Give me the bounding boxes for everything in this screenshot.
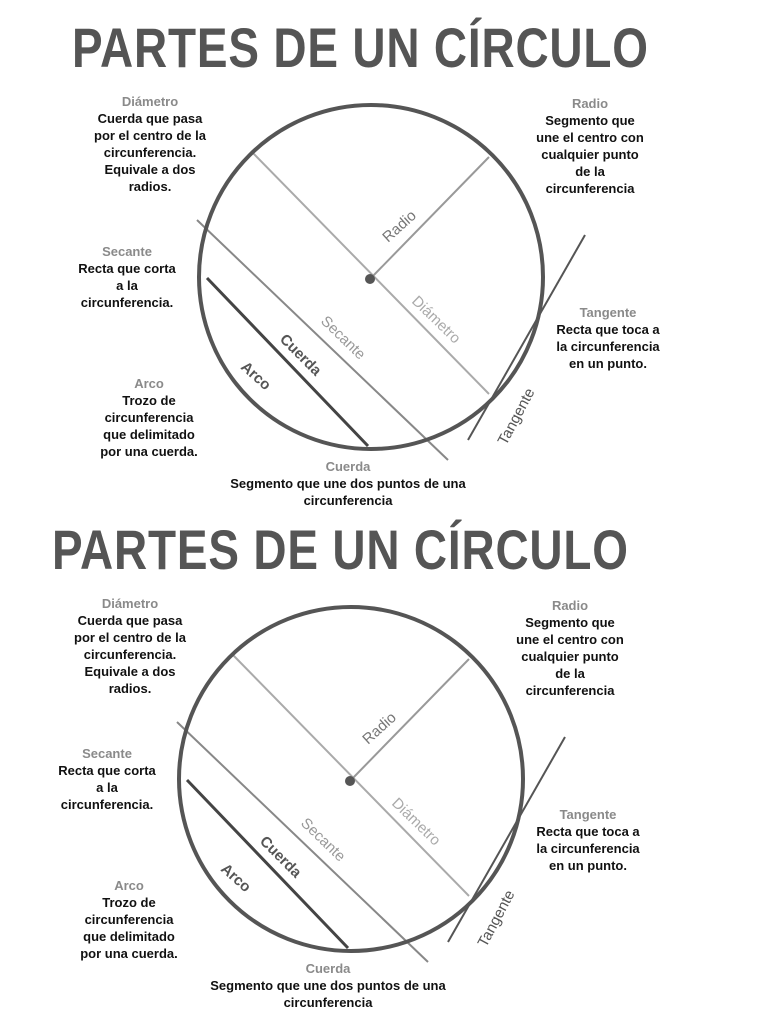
tangente-diagram-label: Tangente — [494, 385, 539, 448]
radio-line — [371, 157, 489, 278]
diametro-heading: Diámetro — [101, 596, 159, 611]
radio-diagram-label: Radio — [359, 709, 400, 748]
center-point — [365, 274, 375, 284]
arco-description: Trozo de circunferencia que delimitado por una cuerda. — [100, 393, 198, 459]
tangente-note — [510, 806, 666, 874]
secante-diagram-label: Secante — [297, 814, 349, 866]
radio-diagram-label: Radio — [379, 207, 420, 246]
cuerda-line — [207, 278, 368, 446]
arco-heading: Arco — [134, 376, 164, 391]
diametro-line — [233, 655, 469, 896]
radio-heading: Radio — [551, 598, 589, 613]
tangente-description: Recta que toca a la circunferencia en un punto. — [556, 322, 660, 371]
radio-line — [351, 659, 469, 780]
secante-note — [52, 243, 202, 311]
cuerda-description: Segmento que une dos puntos de una circunferencia — [210, 978, 446, 1010]
page-title: PARTES DE UN CÍRCULO — [52, 518, 629, 581]
cuerda-description: Segmento que une dos puntos de una circunferencia — [230, 476, 466, 508]
diametro-note — [70, 93, 230, 195]
diametro-diagram-label: Diámetro — [388, 794, 444, 850]
secante-line — [197, 220, 448, 460]
diametro-line — [253, 153, 489, 394]
cuerda-note — [170, 960, 486, 1011]
diametro-heading: Diámetro — [121, 94, 179, 109]
tangente-heading: Tangente — [559, 807, 617, 822]
diametro-diagram-label: Diámetro — [408, 292, 464, 348]
secante-description: Recta que corta a la circunferencia. — [78, 261, 176, 310]
radio-heading: Radio — [571, 96, 609, 111]
tangente-description: Recta que toca a la circunferencia en un punto. — [536, 824, 640, 873]
tangente-note — [530, 304, 686, 372]
cuerda-diagram-label: Cuerda — [256, 832, 305, 882]
diametro-description: Cuerda que pasa por el centro de la circunferencia. Equivale a dos radios. — [74, 613, 186, 696]
diametro-note — [50, 595, 210, 697]
radio-description: Segmento que une el centro con cualquier punto de la circunferencia — [536, 113, 644, 196]
page-title: PARTES DE UN CÍRCULO — [72, 16, 649, 79]
diametro-description: Cuerda que pasa por el centro de la circunferencia. Equivale a dos radios. — [94, 111, 206, 194]
panel-bottom — [0, 502, 768, 1014]
arco-heading: Arco — [114, 878, 144, 893]
arco-note — [60, 877, 198, 962]
cuerda-diagram-label: Cuerda — [276, 330, 325, 380]
arco-note — [80, 375, 218, 460]
arco-diagram-label: Arco — [217, 860, 255, 896]
tangente-diagram-label: Tangente — [474, 887, 519, 950]
cuerda-line — [187, 780, 348, 948]
radio-note — [510, 95, 670, 197]
secante-line — [177, 722, 428, 962]
tangente-heading: Tangente — [579, 305, 637, 320]
secante-heading: Secante — [82, 746, 132, 761]
cuerda-heading: Cuerda — [305, 961, 351, 976]
radio-description: Segmento que une el centro con cualquier punto de la circunferencia — [516, 615, 624, 698]
secante-diagram-label: Secante — [317, 312, 369, 364]
radio-note — [490, 597, 650, 699]
secante-note — [32, 745, 182, 813]
arco-description: Trozo de circunferencia que delimitado por una cuerda. — [80, 895, 178, 961]
center-point — [345, 776, 355, 786]
secante-heading: Secante — [102, 244, 152, 259]
arco-diagram-label: Arco — [237, 358, 275, 394]
secante-description: Recta que corta a la circunferencia. — [58, 763, 156, 812]
cuerda-heading: Cuerda — [325, 459, 371, 474]
